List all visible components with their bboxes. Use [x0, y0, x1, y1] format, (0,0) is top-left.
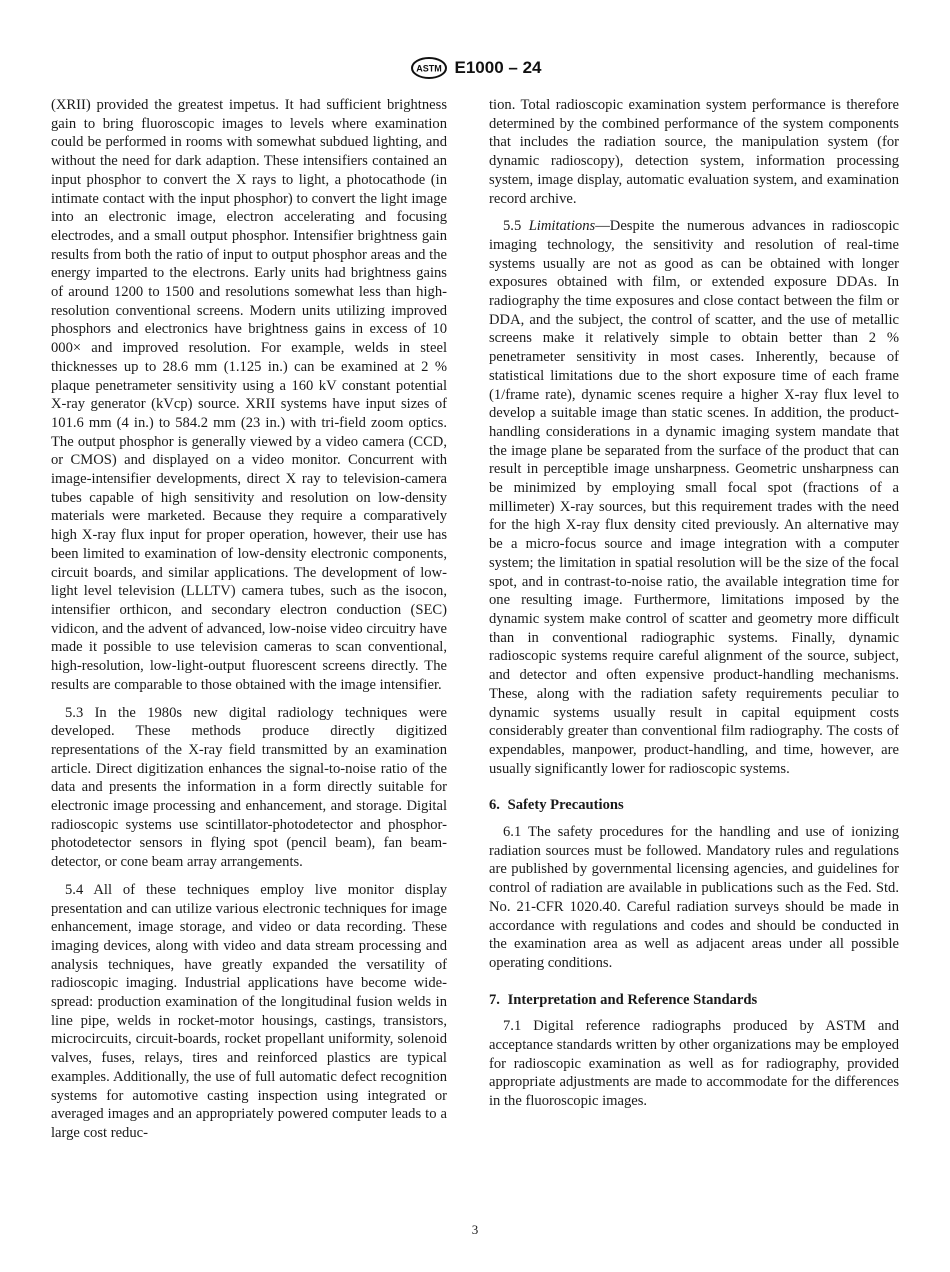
- paragraph-7-1: 7.1 Digital reference radiographs produced by ASTM and acceptance standards written by other organizations may be employed for radioscopic examination as well as for radiography, provided appropriate adjustments are made to accommodate for the differences in the fluoroscopic images.: [489, 1018, 899, 1110]
- paragraph-6-1: 6.1 The safety procedures for the handling and use of ionizing radiation sources must be followed. Mandatory rules and regulations are published by governmental licensing agencies, and guidelines for control of radiation are available in publications such as the Fed. Std. No. 21-CFR 1020.40. Careful radiation surveys should be made in accordance with regulations and codes and should be conducted in the examination area as well as adjacent areas under all possible operating conditions.: [489, 824, 899, 971]
- paragraph-5-5-body: —Despite the numerous advances in radioscopic imaging technology, the sensitivity and resolution of real-time systems usually are not as good as can be obtained with longer exposures obtained with film, or extended exposure DDAs. In radiography the time exposures and close contact between the film or DDA, and the subject, the control of scatter, and the use of metallic screens make it relatively simple to obtain better than 2 % penetrameter sensitivity in most cases. Inherently, because of statistical limitations due to the short exposure time of each frame (1/frame rate), dynamic scenes require a higher X-ray flux level to develop a suitable image than static scenes. In addition, the product-handling considerations in a dynamic imaging system mandate that the image plane be separated from the surface of the product that can result in perceptible image unsharpness. Geometric unsharpness can be minimized by employing small focal spot (fractions of a millimeter) X-ray sources, but this requirement trades with the need for the high X-ray flux density cited previously. An alternative may be a micro-focus source and image integration with a computer system; the limitation in spatial resolution will be the size of the focal spot, and in contrast-to-noise ratio, the available integration time for one resulting image. Furthermore, limitations imposed by the dynamic system make control of scatter and geometry more difficult than in conventional radiographic systems. Finally, dynamic radioscopic systems require careful alignment of the source, subject, and detector and often expensive product-handling mechanisms. These, along with the radiation safety requirements peculiar to dynamic systems usually result in capital equipment costs considerably greater than conventional film radiography. The costs of expendables, manpower, product-handling, and time, however, are usually significantly lower for radioscopic systems.: [489, 218, 899, 777]
- astm-logo-icon: [409, 56, 449, 80]
- paragraph-5-5: [489, 217, 899, 778]
- svg-text:ASTM: ASTM: [415, 63, 442, 74]
- section-6-title: Safety Precautions: [507, 797, 624, 814]
- paragraph-5-3: 5.3 In the 1980s new digital radiology techniques were developed. These methods produce directly digitized representations of the X-ray field transmitted by an examination article. Direct digitization enhances the signal-to-noise ratio of the data and presents the information in a form directly suitable for electronic image processing and enhancement, and storage. Digital radioscopic systems use scintillator-photodetector and phosphor-photodetector sensors in flying spot (pencil beam), fan beam-detector, or cone beam array arrangements.: [51, 704, 447, 871]
- paragraph-continued-left: (XRII) provided the greatest impetus. It had sufficient brightness gain to bring fluoroscopic images to levels where examination could be performed in rooms with somewhat subdued lighting, and without the need for dark adaption. These intensifiers contained an input phosphor to convert the X rays to light, a photocathode (in intimate contact with the input phosphor) to convert the light image into an electronic image, electron accelerating and focusing electrodes, and a small output phosphor. Intensifier brightness gain results from both the ratio of input to output phosphor areas and the energy imparted to the electrons. Early units had brightness gains of around 1200 to 1500 and resolutions somewhat less than high-resolution conventional screens. Modern units utilizing improved phosphors and electronics have brightness gains in excess of 10 000× and improved resolution. For example, welds in steel thicknesses up to 28.6 mm (1.125 in.) can be examined at 2 % plaque penetrameter sensitivity using a 160 kV constant potential X-ray generator (kVcp) source. XRII systems have input sizes of 101.6 mm (4 in.) to 584.2 mm (23 in.) with tri-field zoom optics. The output phosphor is generally viewed by a video camera (CCD, or CMOS) and displayed on a video monitor. Concurrent with image-intensifier developments, direct X ray to television-camera tubes capable of high sensitivity and resolution on low-density materials were marketed. Because they require a comparatively high X-ray flux input for proper operation, however, their use has been limited to examination of low-density electronic components, circuit boards, and similar applications. The development of low-light level television (LLLTV) camera tubes, such as the isocon, intensifier orthicon, and secondary electron conduction (SEC) vidicon, and the advent of advanced, low-noise video circuitry have made it possible to use television cameras to scan conventional, high-resolution, low-light-output fluorescent screens directly. The results are comparable to those obtained with the image intensifier.: [51, 97, 447, 693]
- paragraph-5-4: 5.4 All of these techniques employ live monitor display presentation and can utilize various electronic techniques for image enhancement, image storage, and video or data recording. These imaging devices, along with video and data stream processing and analysis techniques, have greatly expanded the versatility of radioscopic imaging. Industrial applications have become wide-spread: production examination of the longitudinal fusion welds in line pipe, welds in rocket-motor housings, castings, transistors, microcircuits, circuit-boards, rocket propellant uniformity, solenoid valves, fuses, relays, tires and reinforced plastics are typical examples. Additionally, the use of full automatic defect recognition systems for automotive casting inspection using integrated or averaged images and an appropriately powered computer leads to a large cost reduc-: [51, 881, 447, 1141]
- section-6-number: 6.: [489, 797, 500, 814]
- paragraph-5-5-number: 5.5: [503, 218, 522, 235]
- left-column: [51, 96, 447, 1152]
- document-id: E1000 – 24: [454, 58, 542, 77]
- section-7-title: Interpretation and Reference Standards: [507, 991, 758, 1008]
- paragraph-continued-right: tion. Total radioscopic examination system performance is therefore determined by the combined performance of the system components that includes the radiation source, the manipulation system (for dynamic radioscopy), detection system, information processing system, image display, automatic evaluation system, and examination record archive.: [489, 97, 899, 207]
- section-7-number: 7.: [489, 991, 500, 1008]
- section-6-heading: [489, 796, 899, 815]
- page-number: 3: [471, 1222, 479, 1237]
- right-column: [489, 96, 899, 1120]
- page-header: [0, 56, 950, 82]
- section-7-heading: [489, 991, 899, 1010]
- limitations-label: Limitations: [528, 218, 596, 235]
